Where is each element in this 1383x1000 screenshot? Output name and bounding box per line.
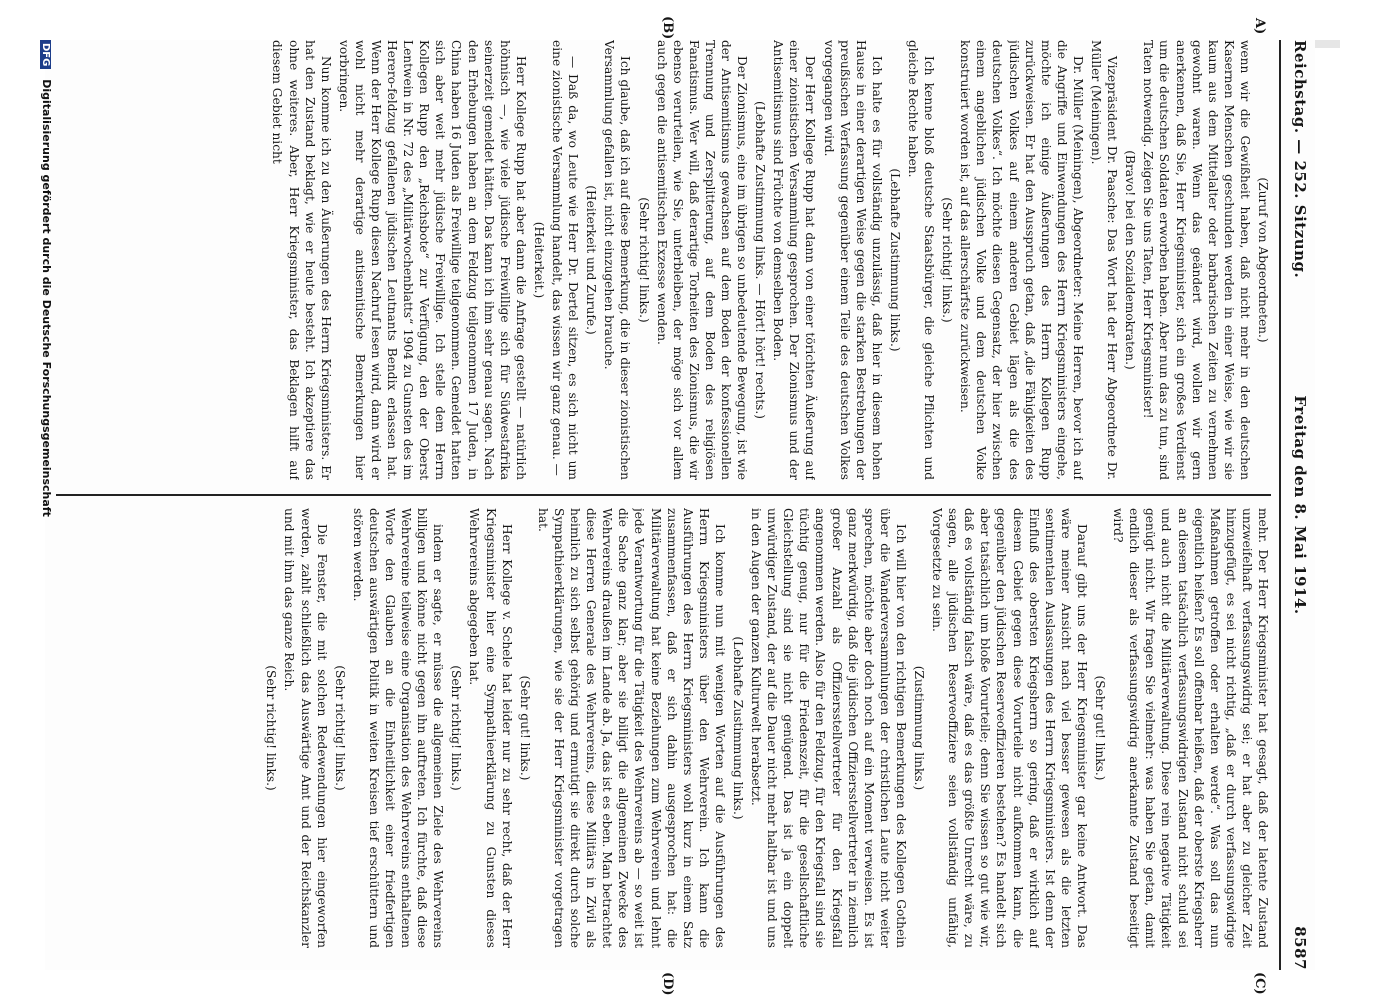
header-rule [1279, 40, 1281, 970]
stage-direction: (Sehr gut! links.) [517, 675, 532, 781]
stage-direction: (Sehr richtig! links.) [449, 665, 464, 791]
stage-direction: (Lebhafte Zustimmung links. — Hört! hört! rechts.) [753, 100, 768, 420]
paragraph: Die Fenster, die mit solchen Redewendungen hier eingeworfen werden, zahlt schließlich das Auswärtige Amt und der Reichskanzler und mit ihm das ganze Reich. [282, 508, 329, 948]
paragraph: Dr. Müller (Meiningen), Abgeordneter: Meine Herren, bevor ich auf die Angriffe und Einwendungen des Herrn Kriegsministers eingehe, möchte ich einige Äußerungen des Herrn Kollegen Rupp zurückweisen. Er hat den Ausspruch getan, daß „die Fähigkeiten des jüdischen Volkes auf einem anderen Gebiet lägen als die des deutschen Volkes“. Ich möchte diesen Gegensatz, der hier zwischen einem angeblichen jüdischen Volke und dem deutschen Volke konstruiert worden ist, auf das allerschärfste zurückweisen. [958, 40, 1085, 480]
column-rule [56, 494, 1271, 496]
paragraph: Herr Kollege Rupp hat aber dann die Anfrage gestellt — natürlich höhnisch —, wie viele jüdische Freiwillige sich für Südwestafrika seinerzeit gemeldet hätten. Das kann ich ihm sehr genau sagen. Nach den Erhebungen haben an dem Feldzug teilgenommen 17 Juden, in China haben 16 Juden als Freiwillige teilgenommen. Gemeldet hatten sich aber weit mehr jüdische Freiwillige. Ich stelle dem Herrn Kollegen Rupp den „Reichsbote“ zur Verfügung, den der Oberst Lentwein in Nr. 72 des „Militärwochenblatts“ 1904 zu Gunsten des im Herero-feldzug gefallenen jüdischen Leutnants Bendix erlassen hat. Wenn der Herr Kollege Rupp diesen Nachruf lesen wird, dann wird er wohl nicht mehr derartige antisemitische Bemerkungen hier vorbringen. [336, 40, 528, 480]
paragraph: Ich kenne bloß deutsche Staatsbürger, die gleiche Pflichten und gleiche Rechte haben. [906, 40, 937, 480]
stage-direction: (Bravo! bei den Sozialdemokraten.) [1123, 150, 1138, 370]
paragraph: — Daß da, wo Leute wie Herr Dr. Dertel sitzen, es sich nicht um eine zionistische Versammlung handelt, das wissen wir ganz genau. — [550, 40, 581, 480]
page-header [1285, 40, 1315, 970]
margin-marker-a: A) [1252, 18, 1267, 35]
right-column [56, 508, 1271, 948]
margin-marker-c: (C) [1252, 972, 1267, 995]
page-footer [39, 40, 53, 970]
footer-text: Digitalisierung gefördert durch die Deutsche Forschungsgemeinschaft [40, 79, 53, 517]
paragraph: Ich komme nun mit wenigen Worten auf die Ausführungen des Herrn Kriegsministers über den Wehrverein. Ich kann die Ausführungen des Herrn Kriegsministers wohl kurz in einem Satz zusammenfassen, daß er sich dahin ausgesprochen hat: die Militärverwaltung hat keine Beziehungen zum Wehrverein und lehnt jede Verantwortung für die Tätigkeit des Wehrvereins ab — so weit ist die Sache ganz klar; aber sie billigt die allgemeinen Zwecke des Wehrvereins draußen im Lande ab. Ja, das ist es eben. Man betrachtet diese Herren Generale des Wehrvereins, diese Militärs in Zivil als heimlich zu sich selbst gehörig und ermutigt sie direkt durch solche Sympathieerklärungen, wie sie der Herr Kriegsminister vorgetragen hat. [535, 508, 727, 948]
stage-direction: (Lebhafte Zustimmung links.) [887, 168, 902, 352]
stage-direction: (Heiterkeit und Zurufe.) [584, 185, 599, 335]
stage-direction: (Zustimmung links.) [912, 665, 927, 791]
header-left: Reichstag. — 252. Sitzung. [1291, 40, 1309, 279]
paragraph: Der Herr Kollege Rupp hat dann von einer törichten Äußerung auf einer zionistischen Versammlung gesprochen. Der Zionismus und der Antisemitismus sind Früchte von demselben Boden. [771, 40, 818, 480]
stage-direction: (Lebhafte Zustimmung links.) [731, 636, 745, 820]
paragraph: wenn wir die Gewißheit haben, daß nicht mehr in den deutschen Kasernen Menschen geschunden werden in einer Weise, wie wir sie kaum aus dem Mittelalter oder barbarischen Zeiten zu vernehmen gewohnt waren. Wenn das geändert wird, wollen wir gern anerkennen, daß Sie, Herr Kriegsminister, sich ein großes Verdienst um die deutschen Soldaten erworben haben. Aber nun das zu tun, sind Taten notwendig. Zeigen Sie uns Taten, Herr Kriegsminister! [1141, 40, 1252, 480]
paragraph: Ich will hier von den richtigen Bemerkungen des Kollegen Gothein über die Wanderversammlungen der christlichen Laute nicht weiter sprechen, möchte aber doch noch auf ein Moment verweisen. Es ist ganz merkwürdig, daß die jüdischen Offiziersstellvertreter in ziemlich großer Anzahl als Offiziersstellvertreter für den Kriegsfall angenommen werden. Also für den Feldzug, für den Kriegsfall sind sie tüchtig genug, nur für die Friedenszeit, für die gesellschaftliche Gleichstellung sind sie nicht genügend. Das ist ja ein doppelt unwürdiger Zustand, der auf die Dauer nicht mehr haltbar ist und uns in den Augen der ganzen Kulturwelt herabsetzt. [749, 508, 908, 948]
paragraph: Herr Kollege v. Schele hat leider nur zu sehr recht, daß der Herr Kriegsminister hier eine Sympathieerklärung zu Gunsten dieses Wehrvereins abgegeben hat. [467, 508, 514, 948]
newspaper-page [40, 16, 1315, 996]
margin-marker-b: (B) [660, 16, 675, 40]
paragraph: mehr. Der Herr Kriegsminister hat gesagt, daß der latente Zustand unzweifelhaft verfassungswidrig sei; er hat aber zu gleicher Zeit hinzugefügt, es sei nicht richtig, „daß er durch verfassungswidrige Maßnahmen getroffen oder erhalten werde“. Was soll das nun eigentlich heißen? Es soll offenbar heißen, daß der oberste Kriegsherr an diesem tatsächlich verfassungswidrigen Zustand nicht schuld sei und auch nicht die Militärverwaltung. Diese rein negative Tätigkeit genügt nicht. Wir fragen Sie vielmehr: was haben Sie getan, damit endlich dieser als verfassungswidrig anerkannte Zustand beseitigt wird? [1111, 508, 1270, 948]
stage-direction: (Sehr richtig! links.) [264, 665, 279, 791]
stage-direction: (Zuruf von Abgeordneten.) [1256, 177, 1270, 343]
left-column [56, 40, 1271, 480]
stage-direction: (Sehr richtig! links.) [636, 197, 651, 323]
stage-direction: (Heiterkeit.) [531, 221, 546, 299]
paragraph: Nun komme ich zu den Äußerungen des Herrn Kriegsministers. Er hat den Zustand beklagt, wie er heute besteht. Ich akzeptiere das ohne weiteres. Aber, Herr Kriegsminister, das Beklagen hilft auf diesem Gebiet nicht [270, 40, 333, 480]
paragraph: Der Zionismus, eine im übrigen so unbedeutende Bewegung, ist wie der Antisemitismus gewachsen auf dem Boden der konfessionellen Trennung und Zersplitterung, auf dem Boden des religiösen Fanatismus. Wer will, daß derartige Torheiten des Zionismus, die wir ebenso verurteilen, wie Sie, unterbleiben, der möge sich vor allem auch gegen die antisemitischen Exzesse wenden. [654, 40, 750, 480]
paragraph: Ich halte es für vollständig unzulässig, daß hier in diesem hohen Hause in einer derartigen Weise gegen die starken Bestrebungen der preußischen Verfassung gegenüber einem Teile des deutschen Volkes vorgegangen wird. [821, 40, 884, 480]
dfg-logo: DFG [40, 40, 51, 69]
margin-marker-d: (D) [660, 972, 675, 996]
page-number: 8587 [1291, 926, 1309, 970]
paragraph: Ich glaube, daß ich auf diese Bemerkung, die in dieser zionistischen Versammlung gefallen ist, nicht einzugehen brauche. [602, 40, 633, 480]
paragraph: Darauf gibt uns der Herr Kriegsminister gar keine Antwort. Das wäre meiner Ansicht nach viel besser gewesen als die letzten sentimentalen Auslassungen des Herrn Kriegsministers. Ist denn der Einfluß des obersten Kriegsherrn so gering, daß er wirklich auf diesem Gebiet gegen diese Vorurteile nicht aufkommen kann, die gegenüber den jüdischen Reserveoffizieren bestehen? Es handelt sich aber tatsächlich um bloße Vorurteile; denn Sie wissen so gut wie wir, daß es vollständig falsch wäre, daß es das größte Unrecht wäre, zu sagen, alle jüdischen Reserveoffiziere seien vollständig unfähig, Vorgesetzte zu sein. [930, 508, 1089, 948]
paragraph: indem er sagte, er müsse die allgemeinen Ziele des Wehrvereins billigen und könne nicht gegen ihn auftreten. Ich fürchte, daß diese Wehrvereine teilweise eine Organisation des Wehrvereins enthaltenen Worte den Glauben an die Einheitlichkeit einer friedfertigen deutschen auswärtigen Politik in weiten Kreisen tief erschüttern und stören werden. [350, 508, 446, 948]
stage-direction: (Sehr richtig! links.) [332, 665, 347, 791]
paragraph: Vizepräsident Dr. Paasche: Das Wort hat der Herr Abgeordnete Dr. Müller (Meiningen). [1089, 40, 1120, 480]
stage-direction: (Sehr richtig! links.) [940, 197, 955, 323]
stage-direction: (Sehr gut! links.) [1093, 675, 1108, 781]
header-date: Freitag den 8. Mai 1914. [1291, 395, 1309, 615]
